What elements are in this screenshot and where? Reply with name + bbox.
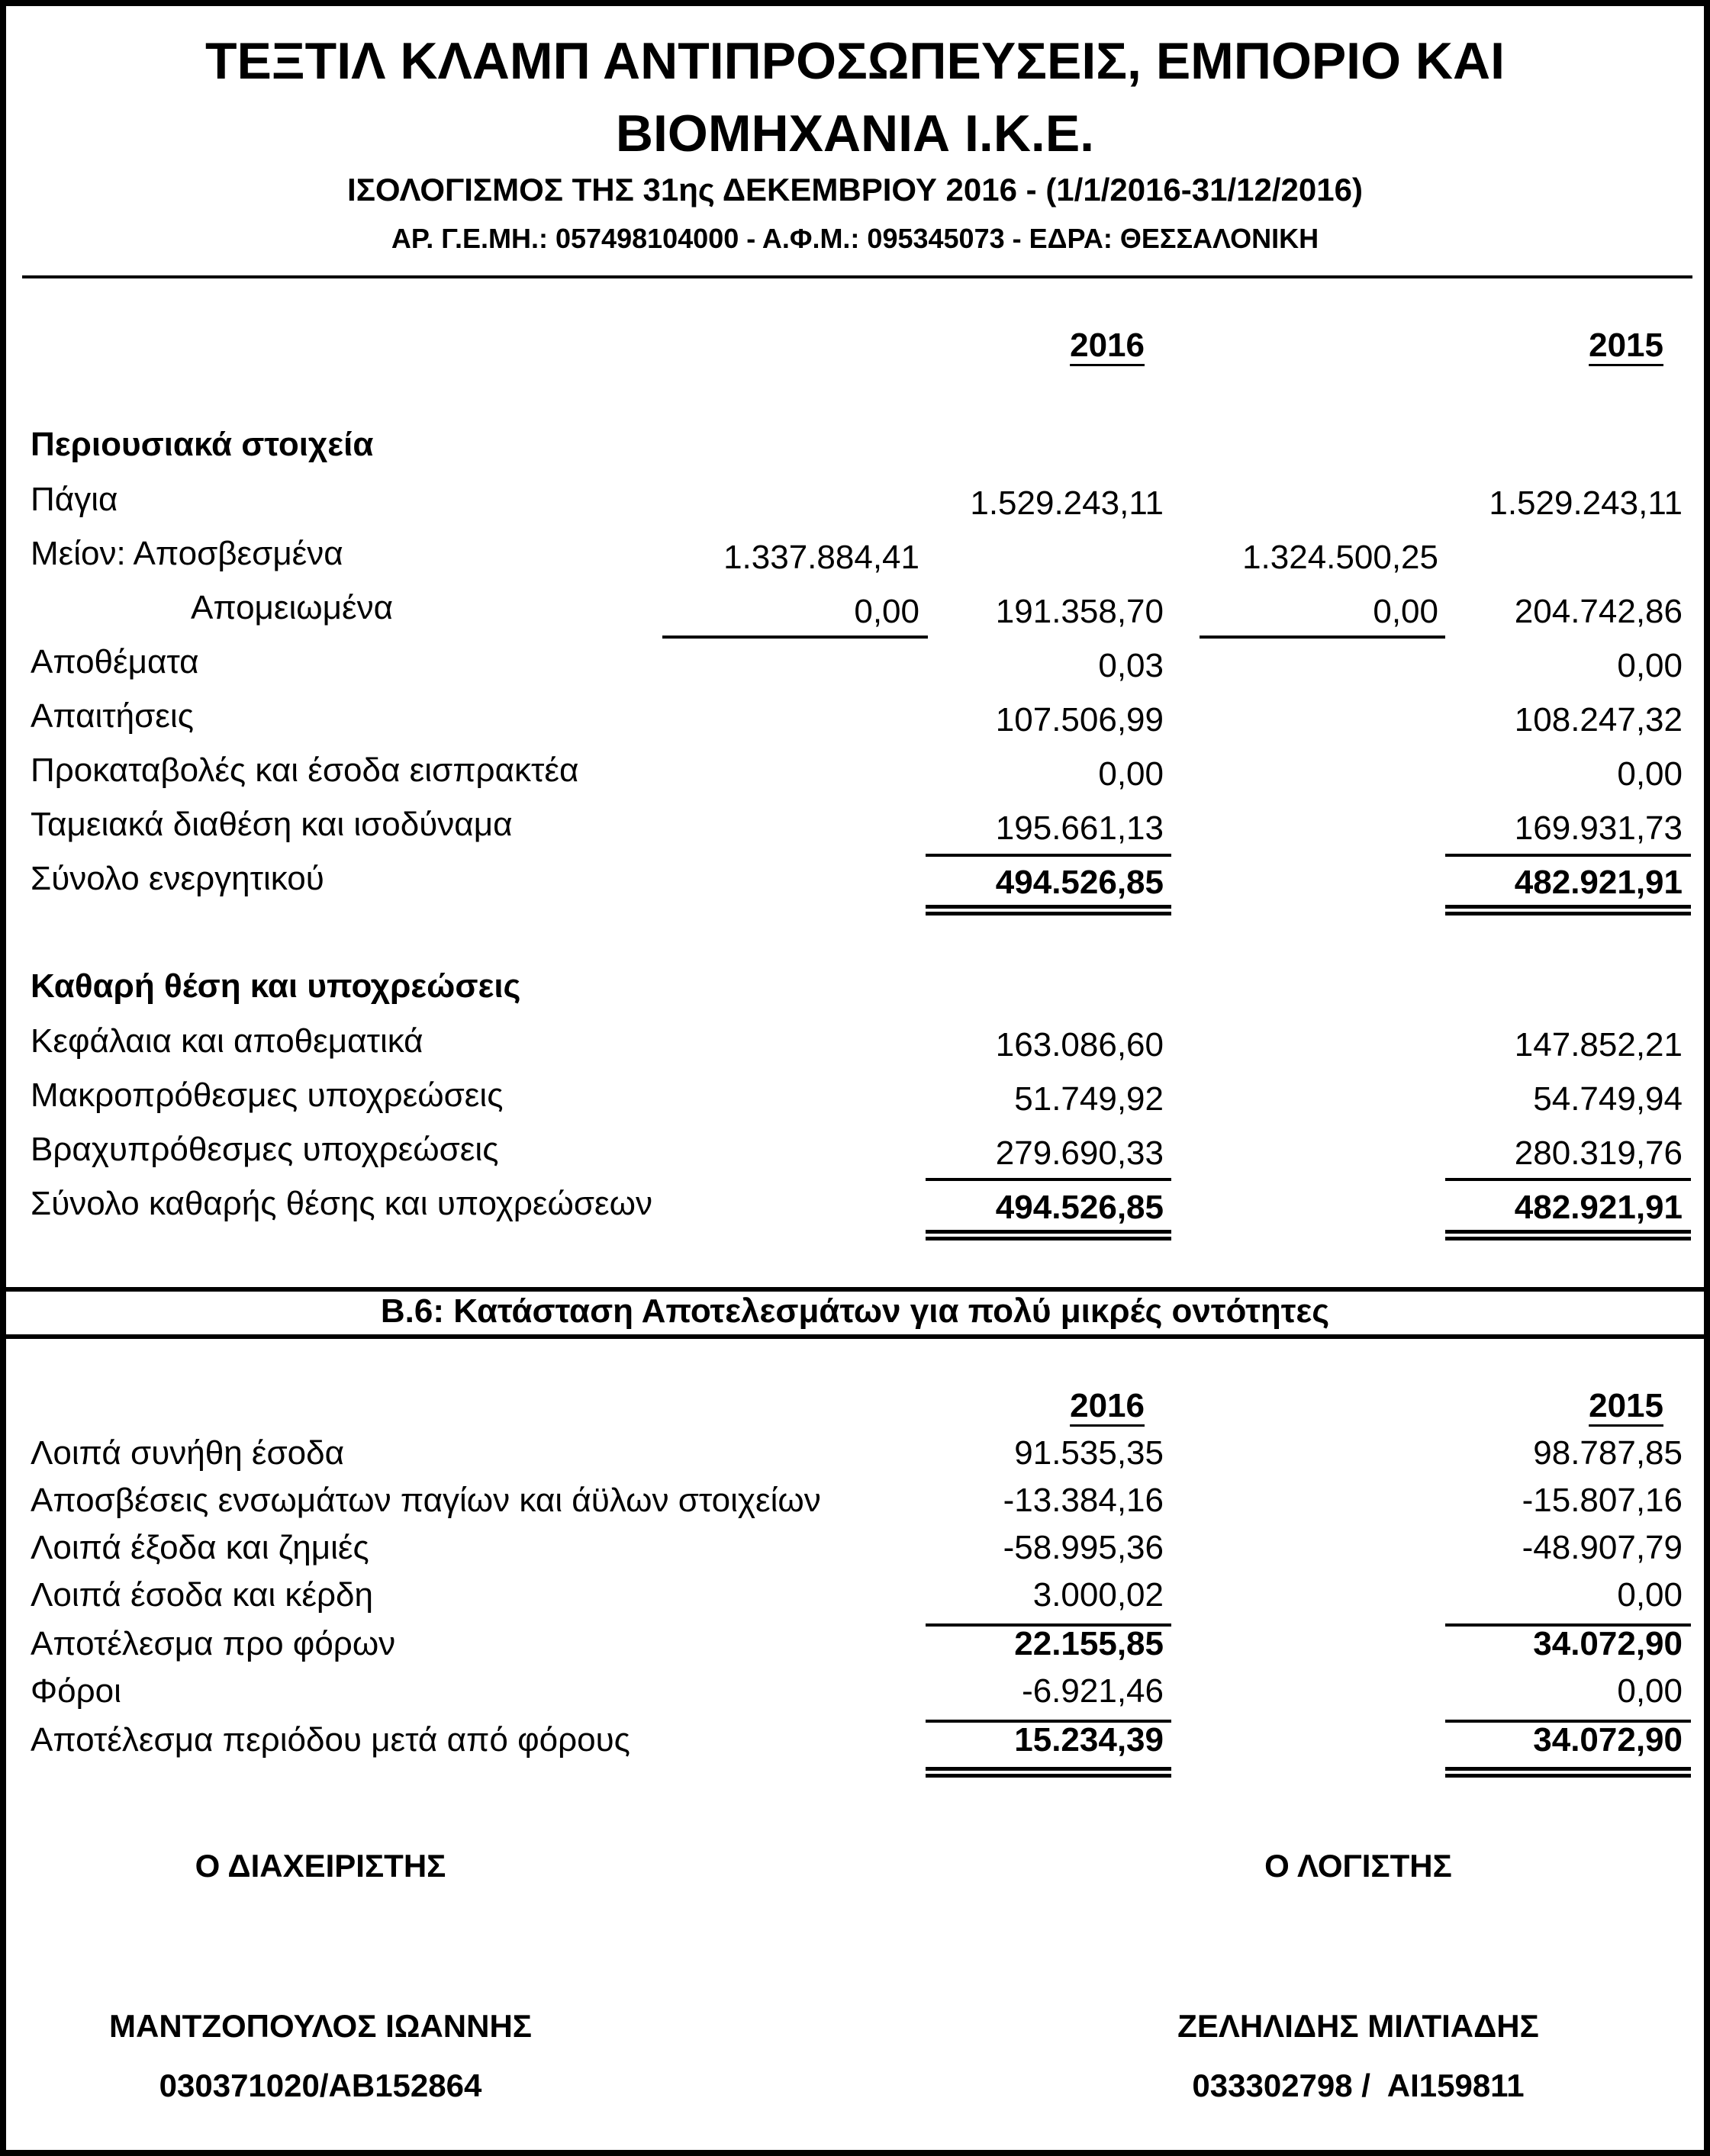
bs-year-previous: 2015 [1589, 327, 1663, 364]
row-label-inventory: Αποθέματα [31, 643, 199, 681]
cash-current: 195.661,13 [995, 809, 1164, 847]
double-total-line [1445, 1767, 1691, 1778]
row-label-prepayments: Προκαταβολές και έσοδα εισπρακτέα [31, 751, 579, 789]
row-label-taxes: Φόροι [31, 1672, 121, 1710]
impaired-previous: 204.742,86 [1514, 593, 1683, 630]
inventory-previous: 0,00 [1617, 647, 1683, 684]
inventory-current: 0,03 [1098, 647, 1164, 684]
other-expenses-current: -58.995,36 [1003, 1529, 1164, 1566]
other-income-previous: 0,00 [1617, 1576, 1683, 1614]
depreciated-current: 1.337.884,41 [723, 539, 919, 576]
ordinary-income-current: 91.535,35 [1014, 1434, 1164, 1472]
other-income-current: 3.000,02 [1032, 1576, 1164, 1614]
bs-year-current: 2016 [1070, 327, 1145, 364]
subtotal-line [662, 636, 928, 639]
is-year-previous: 2015 [1589, 1387, 1663, 1424]
depreciated-previous: 1.324.500,25 [1242, 539, 1438, 576]
pretax-result-current: 22.155,85 [1014, 1625, 1164, 1662]
header-divider [22, 275, 1692, 278]
accountant-title: Ο ΛΟΓΙΣΤΗΣ [1264, 1848, 1452, 1884]
manager-title: Ο ΔΙΑΧΕΙΡΙΣΤΗΣ [195, 1848, 446, 1884]
row-label-net-result: Αποτέλεσμα περιόδου μετά από φόρους [31, 1721, 630, 1759]
short-term-liabilities-previous: 280.319,76 [1514, 1134, 1683, 1172]
row-label-fixed-assets: Πάγια [31, 481, 118, 518]
liabilities-heading: Καθαρή θέση και υποχρεώσεις [31, 967, 521, 1005]
row-label-equity: Κεφάλαια και αποθεματικά [31, 1022, 423, 1060]
fixed-assets-previous: 1.529.243,11 [1489, 484, 1683, 522]
ordinary-income-previous: 98.787,85 [1533, 1434, 1683, 1472]
row-label-other-expenses: Λοιπά έξοδα και ζημιές [31, 1529, 369, 1566]
section-divider-bottom [0, 1334, 1710, 1339]
equity-previous: 147.852,21 [1514, 1026, 1683, 1064]
row-label-ordinary-income: Λοιπά συνήθη έσοδα [31, 1434, 345, 1472]
statement-title: ΙΣΟΛΟΓΙΣΜΟΣ ΤΗΣ 31ης ΔΕΚΕΜΒΡΙΟΥ 2016 - (1/1/2016-31/12/2016) [347, 172, 1363, 208]
pretax-result-previous: 34.072,90 [1533, 1625, 1683, 1662]
total-assets-current: 494.526,85 [995, 864, 1164, 901]
accountant-name: ΖΕΛΗΛΙΔΗΣ ΜΙΛΤΙΑΔΗΣ [1177, 2008, 1539, 2044]
total-line [926, 854, 1171, 857]
taxes-previous: 0,00 [1617, 1672, 1683, 1710]
company-name-line2: ΒΙΟΜΗΧΑΝΙΑ Ι.Κ.Ε. [615, 105, 1095, 163]
row-label-short-term-liabilities: Βραχυπρόθεσμες υποχρεώσεις [31, 1131, 499, 1168]
income-statement-title: Β.6: Κατάσταση Αποτελεσμάτων για πολύ μικρές οντότητες [380, 1292, 1330, 1330]
manager-id: 030371020/ΑΒ152864 [159, 2068, 482, 2103]
double-total-line [1445, 905, 1691, 915]
depreciation-current: -13.384,16 [1003, 1482, 1164, 1519]
long-term-liabilities-previous: 54.749,94 [1533, 1080, 1683, 1118]
row-label-depreciation: Αποσβέσεις ενσωμάτων παγίων και άϋλων στοιχείων [31, 1482, 821, 1519]
total-assets-previous: 482.921,91 [1514, 864, 1683, 901]
row-label-long-term-liabilities: Μακροπρόθεσμες υποχρεώσεις [31, 1076, 504, 1114]
row-label-depreciated: Μείον: Αποσβεσμένα [31, 535, 343, 572]
row-label-impaired: Απομειωμένα [191, 589, 394, 626]
double-total-line [926, 1767, 1171, 1778]
impaired-current-sub: 0,00 [854, 593, 919, 630]
taxes-current: -6.921,46 [1022, 1672, 1164, 1710]
row-label-pretax-result: Αποτέλεσμα προ φόρων [31, 1625, 396, 1662]
short-term-liabilities-current: 279.690,33 [995, 1134, 1164, 1172]
row-label-receivables: Απαιτήσεις [31, 697, 194, 735]
net-result-previous: 34.072,90 [1533, 1721, 1683, 1759]
net-result-current: 15.234,39 [1014, 1721, 1164, 1759]
total-equity-liabilities-previous: 482.921,91 [1514, 1189, 1683, 1226]
row-label-other-income: Λοιπά έσοδα και κέρδη [31, 1576, 373, 1614]
impaired-previous-sub: 0,00 [1373, 593, 1438, 630]
total-line [1445, 1178, 1691, 1181]
impaired-current: 191.358,70 [995, 593, 1164, 630]
total-line [926, 1178, 1171, 1181]
accountant-id: 033302798 / ΑΙ159811 [1192, 2068, 1525, 2103]
subtotal-line [1200, 636, 1445, 639]
fixed-assets-current: 1.529.243,11 [970, 484, 1164, 522]
other-expenses-previous: -48.907,79 [1522, 1529, 1683, 1566]
prepayments-current: 0,00 [1098, 755, 1164, 793]
row-label-total-assets: Σύνολο ενεργητικού [31, 860, 324, 897]
double-total-line [926, 905, 1171, 915]
is-year-current: 2016 [1070, 1387, 1145, 1424]
cash-previous: 169.931,73 [1514, 809, 1683, 847]
equity-current: 163.086,60 [995, 1026, 1164, 1064]
prepayments-previous: 0,00 [1617, 755, 1683, 793]
registry-info: ΑΡ. Γ.Ε.ΜΗ.: 057498104000 - Α.Φ.Μ.: 095345073 - ΕΔΡΑ: ΘΕΣΣΑΛΟΝΙΚΗ [391, 223, 1319, 254]
long-term-liabilities-current: 51.749,92 [1014, 1080, 1164, 1118]
total-equity-liabilities-current: 494.526,85 [995, 1189, 1164, 1226]
double-total-line [1445, 1230, 1691, 1241]
company-name-line1: ΤΕΞΤΙΛ ΚΛΑΜΠ ΑΝΤΙΠΡΟΣΩΠΕΥΣΕΙΣ, ΕΜΠΟΡΙΟ ΚΑΙ [205, 32, 1505, 90]
assets-heading: Περιουσιακά στοιχεία [31, 426, 374, 463]
double-total-line [926, 1230, 1171, 1241]
section-divider-top [0, 1287, 1710, 1292]
depreciation-previous: -15.807,16 [1522, 1482, 1683, 1519]
receivables-current: 107.506,99 [995, 701, 1164, 739]
row-label-cash: Ταμειακά διαθέση και ισοδύναμα [31, 806, 513, 843]
row-label-total-equity-liabilities: Σύνολο καθαρής θέσης και υποχρεώσεων [31, 1185, 653, 1222]
manager-name: ΜΑΝΤΖΟΠΟΥΛΟΣ ΙΩΑΝΝΗΣ [109, 2008, 532, 2044]
receivables-previous: 108.247,32 [1514, 701, 1683, 739]
total-line [1445, 854, 1691, 857]
